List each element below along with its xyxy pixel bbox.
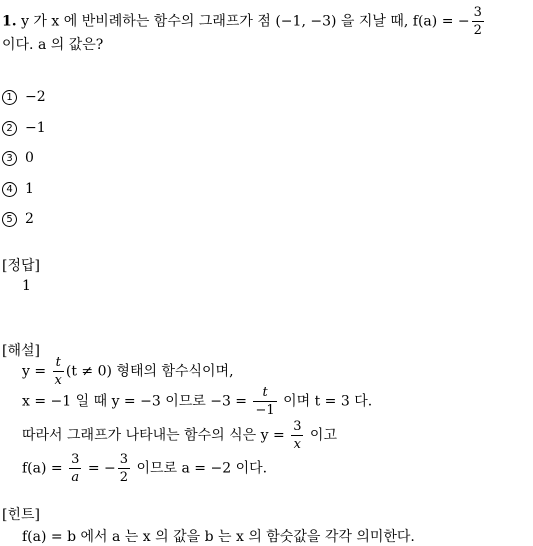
option-value: 1	[25, 181, 34, 197]
fraction-numerator: 3	[119, 452, 129, 467]
expl-text: 이므로 a = −2 이다.	[132, 460, 268, 477]
answer-heading: [정답]	[2, 258, 40, 274]
option-marker: 2	[2, 121, 17, 136]
expl-text: (t ≠ 0) 형태의 함수식이며,	[65, 363, 234, 380]
option-4[interactable]	[2, 181, 34, 197]
option-2[interactable]	[2, 120, 46, 136]
fraction-denominator: 2	[119, 470, 129, 485]
option-value: −1	[25, 120, 46, 136]
option-1[interactable]	[2, 89, 46, 105]
option-3[interactable]	[2, 150, 34, 166]
explanation-line-3	[22, 420, 337, 451]
option-value: −2	[25, 89, 46, 105]
fraction-numerator: 3	[71, 452, 80, 467]
fraction-denominator: a	[71, 470, 80, 485]
answer-value: 1	[22, 278, 31, 294]
fraction-denominator: x	[54, 373, 62, 388]
expl-text: 이며 t = 3 다.	[278, 393, 373, 410]
hint-text: f(a) = b 에서 a 는 x 의 값을 b 는 x 의 함숫값을 각각 의미한다.	[22, 529, 415, 545]
explanation-heading: [해설]	[2, 343, 40, 359]
option-marker: 3	[2, 151, 17, 166]
expl-text: f(a) =	[22, 460, 68, 477]
question-text-1: y 가 x 에 반비례하는 함수의 그래프가 점 (−1, −3) 을 지날 때, f(a) = −	[16, 13, 470, 30]
option-marker: 1	[2, 90, 17, 105]
expl-fraction	[53, 356, 64, 387]
hint-heading: [힌트]	[2, 507, 40, 523]
explanation-line-2	[22, 386, 372, 417]
option-value: 2	[25, 211, 34, 227]
question-line-1	[2, 6, 486, 37]
question-fraction	[472, 6, 484, 37]
fraction-numerator: 3	[293, 419, 302, 434]
expl-text: x = −1 일 때 y = −3 이므로 −3 =	[22, 393, 252, 410]
expl-text: = −	[83, 460, 116, 477]
expl-fraction	[69, 453, 81, 484]
question-number: 1.	[2, 13, 17, 30]
expl-text: y =	[22, 363, 51, 380]
expl-text: 이고	[305, 427, 337, 444]
expl-fraction	[118, 453, 130, 484]
fraction-denominator: 2	[473, 23, 482, 38]
fraction-numerator: t	[53, 356, 64, 372]
question-line-2: 이다. a 의 값은?	[2, 37, 104, 53]
fraction-denominator: −1	[255, 403, 275, 418]
explanation-line-4	[22, 453, 267, 484]
option-5[interactable]	[2, 211, 34, 227]
fraction-numerator: t	[253, 386, 276, 402]
expl-fraction	[253, 386, 276, 417]
option-value: 0	[25, 150, 34, 166]
expl-fraction	[291, 420, 303, 451]
option-marker: 4	[2, 182, 17, 197]
explanation-line-1	[22, 356, 234, 387]
option-marker: 5	[2, 212, 17, 227]
expl-text: 따라서 그래프가 나타내는 함수의 식은 y =	[22, 427, 290, 444]
fraction-numerator: 3	[473, 5, 482, 20]
fraction-denominator: x	[293, 437, 301, 452]
